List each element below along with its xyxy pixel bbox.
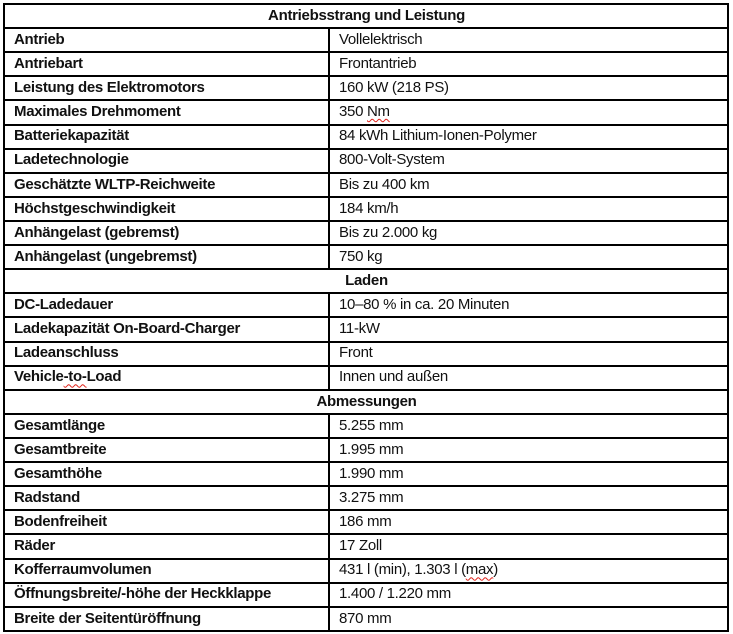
- cell-text: Antriebart: [14, 55, 83, 73]
- cell-text: Ladekapazität On-Board-Charger: [14, 320, 241, 338]
- spec-value-cell[interactable]: [329, 317, 728, 341]
- specs-table-wrap: [3, 3, 729, 632]
- spec-value-cell[interactable]: [329, 293, 728, 317]
- spec-label-cell[interactable]: [4, 462, 329, 486]
- spec-row: [4, 245, 728, 269]
- cell-text: Höchstgeschwindigkeit: [14, 199, 176, 217]
- spec-value-cell[interactable]: [329, 559, 728, 583]
- spec-row: [4, 317, 728, 341]
- cell-text: Geschätzte WLTP-Reichweite: [14, 175, 216, 193]
- cell-text: Maximales Drehmoment: [14, 103, 181, 121]
- cell-text: 800-Volt-System: [339, 151, 445, 169]
- specs-table-body: [4, 4, 728, 631]
- spec-label-cell[interactable]: [4, 438, 329, 462]
- spec-value-cell[interactable]: [329, 221, 728, 245]
- spec-value-cell[interactable]: [329, 366, 728, 390]
- spec-label-cell[interactable]: [4, 293, 329, 317]
- cell-text: 186 mm: [339, 513, 392, 531]
- cell-text: ): [493, 561, 498, 579]
- cell-text: Bis zu 400 km: [339, 175, 430, 193]
- cell-text: Front: [339, 344, 373, 362]
- spec-value-cell[interactable]: [329, 607, 728, 631]
- cell-text: 11-kW: [339, 320, 380, 338]
- spec-label-cell[interactable]: [4, 245, 329, 269]
- cell-text: Ladetechnologie: [14, 151, 129, 169]
- spec-label-cell[interactable]: [4, 583, 329, 607]
- spec-value-cell[interactable]: [329, 462, 728, 486]
- cell-text: Innen und außen: [339, 368, 448, 386]
- spec-label-cell[interactable]: [4, 197, 329, 221]
- spec-row: [4, 149, 728, 173]
- spec-row: [4, 76, 728, 100]
- cell-text: Vollelektrisch: [339, 30, 423, 48]
- spec-row: [4, 414, 728, 438]
- spec-value-cell[interactable]: [329, 125, 728, 149]
- spec-row: [4, 583, 728, 607]
- cell-text: 1.995 mm: [339, 440, 404, 458]
- spellcheck-underline: max: [465, 561, 494, 579]
- spec-value-cell[interactable]: [329, 149, 728, 173]
- spec-label-cell[interactable]: [4, 414, 329, 438]
- cell-text: DC-Ladedauer: [14, 296, 113, 314]
- cell-text: 5.255 mm: [339, 416, 404, 434]
- section-header-row: [4, 4, 728, 28]
- spec-row: [4, 293, 728, 317]
- spec-row: [4, 534, 728, 558]
- cell-text: 184 km/h: [339, 199, 399, 217]
- spec-value-cell[interactable]: [329, 510, 728, 534]
- section-title[interactable]: Laden: [4, 269, 728, 293]
- cell-text: Batteriekapazität: [14, 127, 129, 145]
- cell-text: Kofferraumvolumen: [14, 561, 152, 579]
- spec-row: [4, 510, 728, 534]
- cell-text: Anhängelast (gebremst): [14, 223, 180, 241]
- cell-text: Gesamtlänge: [14, 416, 105, 434]
- cell-text: Öffnungsbreite/-höhe der Heckklappe: [14, 585, 272, 603]
- spellcheck-underline: -to-: [63, 368, 87, 386]
- section-header-row: [4, 269, 728, 293]
- spec-label-cell[interactable]: [4, 559, 329, 583]
- spec-value-cell[interactable]: [329, 534, 728, 558]
- cell-text: 1.990 mm: [339, 464, 404, 482]
- spec-value-cell[interactable]: [329, 438, 728, 462]
- spec-label-cell[interactable]: [4, 28, 329, 52]
- specs-table: [3, 3, 729, 632]
- cell-text: 10–80 % in ca. 20 Minuten: [339, 296, 510, 314]
- spec-row: [4, 125, 728, 149]
- spec-row: [4, 100, 728, 124]
- cell-text: 1.400 / 1.220 mm: [339, 585, 451, 603]
- spec-value-cell[interactable]: [329, 583, 728, 607]
- cell-text: 350: [339, 103, 367, 121]
- section-title[interactable]: Abmessungen: [4, 390, 728, 414]
- cell-text: Frontantrieb: [339, 55, 417, 73]
- spec-label-cell[interactable]: [4, 76, 329, 100]
- cell-text: 84 kWh Lithium-Ionen-Polymer: [339, 127, 537, 145]
- spec-label-cell[interactable]: [4, 221, 329, 245]
- spec-value-cell[interactable]: [329, 197, 728, 221]
- spec-value-cell[interactable]: [329, 76, 728, 100]
- cell-text: Antrieb: [14, 30, 65, 48]
- spec-label-cell[interactable]: [4, 317, 329, 341]
- spec-row: [4, 438, 728, 462]
- spec-value-cell[interactable]: [329, 100, 728, 124]
- spec-label-cell[interactable]: [4, 534, 329, 558]
- spec-value-cell[interactable]: [329, 173, 728, 197]
- cell-text: Ladeanschluss: [14, 344, 119, 362]
- spec-value-cell[interactable]: [329, 486, 728, 510]
- cell-text: Gesamtbreite: [14, 440, 107, 458]
- spec-row: [4, 486, 728, 510]
- spec-value-cell[interactable]: [329, 28, 728, 52]
- spec-label-cell[interactable]: [4, 342, 329, 366]
- spec-value-cell[interactable]: [329, 414, 728, 438]
- spec-label-cell[interactable]: [4, 607, 329, 631]
- cell-text: 750 kg: [339, 247, 383, 265]
- cell-text: Bis zu 2.000 kg: [339, 223, 438, 241]
- cell-text: 17 Zoll: [339, 537, 382, 555]
- spec-row: [4, 462, 728, 486]
- spec-row: [4, 52, 728, 76]
- spec-value-cell[interactable]: [329, 245, 728, 269]
- spellcheck-underline: Nm: [367, 103, 390, 121]
- cell-text: 160 kW (218 PS): [339, 79, 449, 97]
- spec-row: [4, 342, 728, 366]
- spec-label-cell[interactable]: [4, 486, 329, 510]
- cell-text: Leistung des Elektromotors: [14, 79, 205, 97]
- spec-row: [4, 28, 728, 52]
- spec-row: [4, 173, 728, 197]
- cell-text: Radstand: [14, 488, 80, 506]
- cell-text: 431 l (min), 1.303 l (: [339, 561, 466, 579]
- section-title[interactable]: Antriebsstrang und Leistung: [4, 4, 728, 28]
- spec-label-cell[interactable]: [4, 149, 329, 173]
- section-header-row: [4, 390, 728, 414]
- spec-row: [4, 197, 728, 221]
- spec-row: [4, 221, 728, 245]
- cell-text: Bodenfreiheit: [14, 513, 107, 531]
- cell-text: 3.275 mm: [339, 488, 404, 506]
- spec-row: [4, 366, 728, 390]
- spec-label-cell[interactable]: [4, 52, 329, 76]
- spec-label-cell[interactable]: [4, 173, 329, 197]
- spec-value-cell[interactable]: [329, 52, 728, 76]
- cell-text: 870 mm: [339, 609, 392, 627]
- cell-text: Breite der Seitentüröffnung: [14, 609, 201, 627]
- spec-label-cell[interactable]: [4, 510, 329, 534]
- spec-label-cell[interactable]: [4, 100, 329, 124]
- cell-text: Vehicle: [14, 368, 64, 386]
- cell-text: Räder: [14, 537, 56, 555]
- spec-label-cell[interactable]: [4, 366, 329, 390]
- cell-text: Anhängelast (ungebremst): [14, 247, 197, 265]
- spec-row: [4, 559, 728, 583]
- spec-row: [4, 607, 728, 631]
- cell-text: Load: [86, 368, 122, 386]
- spec-label-cell[interactable]: [4, 125, 329, 149]
- spec-value-cell[interactable]: [329, 342, 728, 366]
- cell-text: Gesamthöhe: [14, 464, 102, 482]
